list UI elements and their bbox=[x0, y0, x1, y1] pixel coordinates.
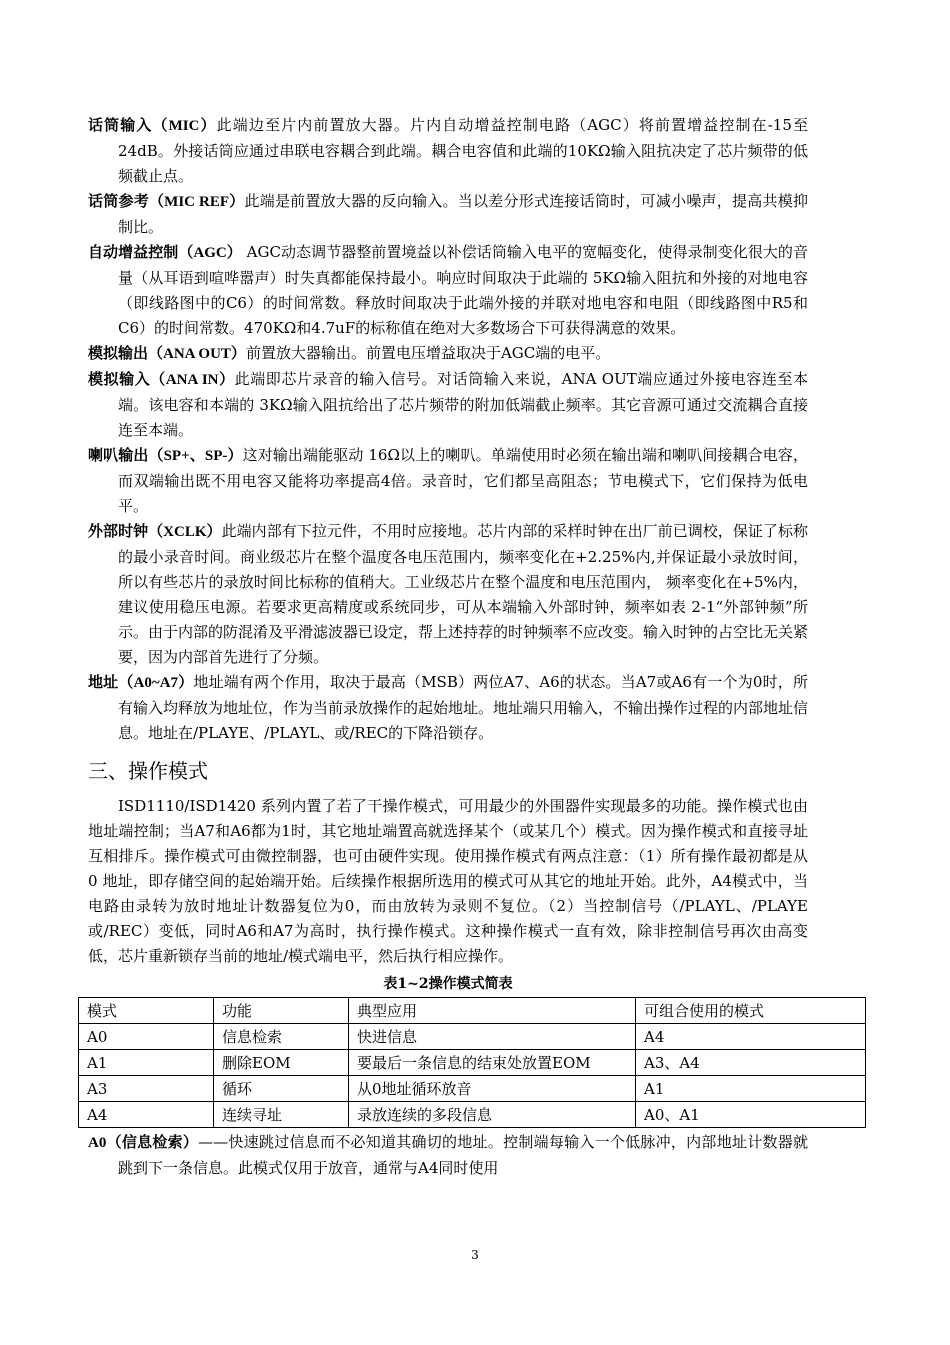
table-cell: A3 bbox=[79, 1076, 214, 1102]
pin-label: 话筒参考（MIC REF） bbox=[88, 194, 245, 210]
pin-label: 地址（A0~A7） bbox=[88, 675, 194, 691]
table-cell: A3、A4 bbox=[636, 1050, 866, 1076]
table-header: 模式 bbox=[79, 998, 214, 1024]
pin-text: 此端是前置放大器的反向输入。当以差分形式连接话筒时，可减小噪声，提高共模抑制比。 bbox=[118, 192, 808, 236]
table-cell: 要最后一条信息的结束处放置EOM bbox=[349, 1050, 636, 1076]
pin-desc-xclk bbox=[88, 519, 808, 670]
table-cell: 删除EOM bbox=[214, 1050, 349, 1076]
page-number: 3 bbox=[471, 1248, 479, 1262]
table-cell: 录放连续的多段信息 bbox=[349, 1102, 636, 1128]
pin-text: 此端内部有下拉元件，不用时应接地。芯片内部的采样时钟在出厂前已调校，保证了标称的最小录音时间。商业级芯片在整个温度各电压范围内，频率变化在+2.25%内,并保证最小录放时间，所以有些芯片的录放时间比标称的值稍大。工业级芯片在整个温度和电压范围内， 频率变化在+5%内，建议使用稳压电源。若要求更高精度或系统同步，可从本端输入外部时钟，频率如表 2-1“外部钟频”所示。由于内部的防混淆及平滑滤波器已设定，帮上述持荐的时钟频率不应改变。输入时钟的占空比无关紧要，因为内部首先进行了分频。 bbox=[118, 522, 809, 666]
table-cell: 连续寻址 bbox=[214, 1102, 349, 1128]
table-row bbox=[79, 1076, 866, 1102]
pin-label: 模拟输出（ANA OUT） bbox=[88, 346, 246, 362]
pin-text: 前置放大器输出。前置电压增益取决于AGC端的电平。 bbox=[245, 344, 611, 362]
table-cell: A1 bbox=[79, 1050, 214, 1076]
table-header: 典型应用 bbox=[349, 998, 636, 1024]
pin-text: 此端边至片内前置放大器。片内自动增益控制电路（AGC）将前置增益控制在-15至24dB。外接话筒应通过串联电容耦合到此端。耦合电容值和此端的10KΩ输入阻抗决定了芯片频带的低频截止点。 bbox=[118, 116, 808, 185]
pin-desc-mic bbox=[88, 113, 808, 189]
pin-text: AGC动态调节器整前置境益以补偿话筒输入电平的宽幅变化，使得录制变化很大的音量（从耳语到喧哗嚣声）时失真都能保持最小。响应时间取决于此端的 5KΩ输入阻抗和外接的对地电容（即线路图中的C6）的时间常数。释放时间取决于此端外接的并联对地电容和电阻（即线路图中R5和C6）的时间常数。470KΩ和4.7uF的标称值在绝对大多数场合下可获得满意的效果。 bbox=[118, 243, 808, 337]
intro-paragraph: ISD1110/ISD1420 系列内置了若了干操作模式，可用最少的外围器件实现最多的功能。操作模式也由地址端控制；当A7和A6都为1时，其它地址端置高就选择某个（或某几个）模式。因为操作模式和直接寻址互相排斥。操作模式可由微控制器，也可由硬件实现。使用操作模式有两点注意：（1）所有操作最初都是从 0 地址，即存储空间的起始端开始。后续操作根据所选用的模式可从其它的地址开始。此外，A4模式中，当电路由录转为放时地址计数器复位为0，而由放转为录则不复位。（2）当控制信号（/PLAYL、/PLAYE或/REC）变低，同时A6和A7为高时，执行操作模式。这种操作模式一直有效，除非控制信号再次由高变低，芯片重新锁存当前的地址/模式端电平，然后执行相应操作。 bbox=[88, 797, 808, 965]
table-row bbox=[79, 1102, 866, 1128]
pin-label: 话筒输入（MIC） bbox=[88, 118, 217, 134]
pin-desc-speaker bbox=[88, 443, 808, 519]
pin-text: 地址端有两个作用，取决于最高（MSB）两位A7、A6的状态。当A7或A6有一个为0时，所有输入均释放为地址位，作为当前录放操作的起始地址。地址端只用输入，不输出操作过程的内部地址信息。地址在/PLAYE、/PLAYL、或/REC的下降沿锁存。 bbox=[118, 673, 809, 742]
table-cell: A0、A1 bbox=[636, 1102, 866, 1128]
modes-table bbox=[78, 997, 866, 1128]
table-cell: A0 bbox=[79, 1024, 214, 1050]
pin-label: 模拟输入（ANA IN） bbox=[88, 372, 235, 388]
note-label: A0（信息检索） bbox=[88, 1135, 199, 1151]
pin-desc-ana-out bbox=[88, 341, 808, 367]
pin-label: 喇叭输出（SP+、SP-） bbox=[88, 448, 243, 464]
table-cell: 快进信息 bbox=[349, 1024, 636, 1050]
table-cell: A4 bbox=[636, 1024, 866, 1050]
table-row bbox=[79, 1050, 866, 1076]
table-cell: 从0地址循环放音 bbox=[349, 1076, 636, 1102]
pin-text: 这对输出端能驱动 16Ω以上的喇叭。单端使用时必须在输出端和喇叭间接耦合电容，而双端输出既不用电容又能将功率提高4倍。录音时，它们都呈高阻态；节电模式下，它们保持为低电平。 bbox=[118, 446, 809, 515]
table-header: 可组合使用的模式 bbox=[636, 998, 866, 1024]
pin-text: 此端即芯片录音的输入信号。对话筒输入来说，ANA OUT端应通过外接电容连至本端。该电容和本端的 3KΩ输入阻抗给出了芯片频带的附加低端截止频率。其它音源可通过交流耦合直接连至本端。 bbox=[118, 370, 808, 439]
pin-desc-address bbox=[88, 670, 808, 746]
pin-desc-mic-ref bbox=[88, 189, 808, 240]
mode-note-a0 bbox=[88, 1130, 808, 1181]
table-header-row bbox=[79, 998, 866, 1024]
section-title: 三、操作模式 bbox=[88, 759, 208, 783]
table-caption: 表1~2操作模式简表 bbox=[383, 976, 513, 992]
pin-desc-agc bbox=[88, 240, 808, 341]
table-row bbox=[79, 1024, 866, 1050]
note-text: ——快速跳过信息而不必知道其确切的地址。控制端每输入一个低脉冲，内部地址计数器就跳到下一条信息。此模式仅用于放音，通常与A4同时使用 bbox=[118, 1133, 808, 1177]
pin-label: 自动增益控制（AGC） bbox=[88, 245, 242, 261]
table-cell: A4 bbox=[79, 1102, 214, 1128]
table-header: 功能 bbox=[214, 998, 349, 1024]
table-cell: A1 bbox=[636, 1076, 866, 1102]
page-body bbox=[88, 113, 808, 1181]
pin-desc-ana-in bbox=[88, 367, 808, 443]
table-cell: 循环 bbox=[214, 1076, 349, 1102]
pin-label: 外部时钟（XCLK） bbox=[88, 524, 222, 540]
table-cell: 信息检索 bbox=[214, 1024, 349, 1050]
